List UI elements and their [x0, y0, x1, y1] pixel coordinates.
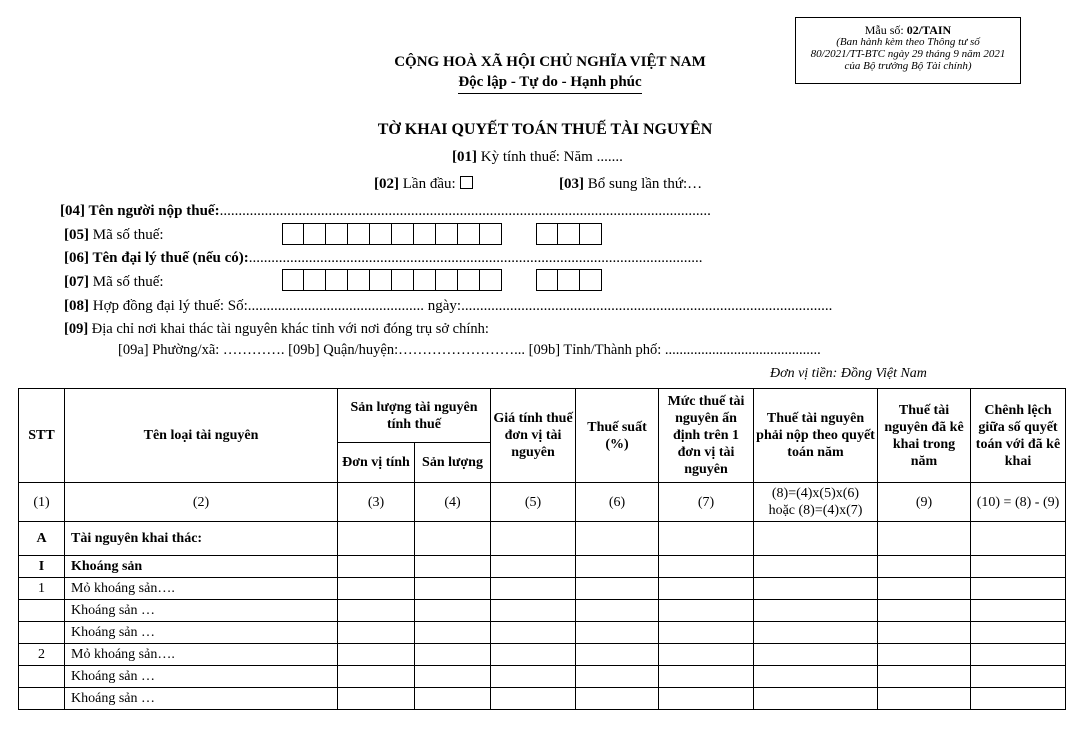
col-num-9: (9): [878, 483, 971, 522]
row-name: Khoáng sản …: [65, 622, 338, 644]
header-rate: Thuế suất (%): [576, 389, 659, 483]
field-05-code: [05]: [64, 227, 89, 243]
cell-input[interactable]: [878, 556, 971, 578]
form-code-value: 02/TAIN: [906, 23, 952, 37]
cell-input[interactable]: [754, 522, 878, 556]
cell-input[interactable]: [878, 522, 971, 556]
motto: Độc lập - Tự do - Hạnh phúc: [458, 72, 641, 94]
header-output: Sản lượng tài nguyên tính thuế: [338, 389, 491, 443]
field-06: [64, 250, 702, 267]
tax-code-branch-boxes[interactable]: [536, 223, 602, 245]
cell-input[interactable]: [971, 622, 1066, 644]
issued-note-2: 80/2021/TT-BTC ngày 29 tháng 9 năm 2021: [810, 48, 1006, 60]
cell-input[interactable]: [878, 666, 971, 688]
row-stt: [19, 666, 65, 688]
field-04: [60, 203, 711, 220]
cell-input[interactable]: [576, 644, 659, 666]
field-04-code: [04]: [60, 203, 85, 219]
field-07-text: Mã số thuế:: [89, 274, 164, 290]
cell-input[interactable]: [576, 578, 659, 600]
field-01-code: [01]: [452, 149, 477, 165]
cell-input[interactable]: [576, 556, 659, 578]
field-01: [452, 149, 623, 166]
agent-contract-input[interactable]: Hợp đồng đại lý thuế: Số:............................................... ngày:...................................................................................................: [89, 298, 833, 314]
row-stt: [19, 600, 65, 622]
header-quantity: Sản lượng: [415, 443, 491, 483]
cell-input[interactable]: [338, 622, 415, 644]
row-stt: [19, 688, 65, 710]
cell-input[interactable]: [491, 688, 576, 710]
table-row: [19, 688, 1066, 710]
cell-input[interactable]: [338, 666, 415, 688]
table-row: [19, 556, 1066, 578]
cell-input[interactable]: [338, 644, 415, 666]
header-tax-payable: Thuế tài nguyên phải nộp theo quyết toán năm: [754, 389, 878, 483]
agent-tax-code-branch-boxes[interactable]: [536, 269, 602, 291]
cell-input[interactable]: [415, 644, 491, 666]
row-stt: [19, 622, 65, 644]
form-code-box: [795, 17, 1021, 84]
header-tax-declared: Thuế tài nguyên đã kê khai trong năm: [878, 389, 971, 483]
table-row: [19, 622, 1066, 644]
col-num-7: (7): [659, 483, 754, 522]
field-03-code: [03]: [559, 176, 584, 192]
col-num-5: (5): [491, 483, 576, 522]
cell-input[interactable]: [415, 622, 491, 644]
cell-input[interactable]: [491, 600, 576, 622]
header-difference: Chênh lệch giữa số quyết toán với đã kê khai: [971, 389, 1066, 483]
resource-tax-table: [18, 388, 1066, 710]
field-02: [374, 176, 473, 193]
cell-input[interactable]: [415, 688, 491, 710]
first-time-checkbox[interactable]: [460, 176, 473, 189]
form-title: TỜ KHAI QUYẾT TOÁN THUẾ TÀI NGUYÊN: [377, 121, 713, 138]
cell-input[interactable]: [415, 556, 491, 578]
cell-input[interactable]: [576, 600, 659, 622]
cell-input[interactable]: [338, 688, 415, 710]
cell-input[interactable]: [971, 644, 1066, 666]
field-05: [64, 227, 164, 244]
cell-input[interactable]: [878, 578, 971, 600]
cell-input[interactable]: [754, 600, 878, 622]
col-num-8-formula-b: hoặc (8)=(4)x(7): [768, 503, 863, 518]
cell-input[interactable]: [659, 688, 754, 710]
table-row: [19, 522, 1066, 556]
column-number-row: [19, 483, 1066, 522]
col-num-1: (1): [19, 483, 65, 522]
cell-input[interactable]: [338, 600, 415, 622]
cell-input[interactable]: [491, 622, 576, 644]
field-02-code: [02]: [374, 176, 399, 192]
cell-input[interactable]: [659, 578, 754, 600]
col-num-8: [754, 483, 878, 522]
field-06-label: Tên đại lý thuế (nếu có):: [89, 250, 249, 266]
cell-input[interactable]: [878, 688, 971, 710]
issued-note-1: (Ban hành kèm theo Thông tư số: [836, 36, 980, 48]
field-09: [64, 321, 489, 338]
cell-input[interactable]: [971, 666, 1066, 688]
col-num-4: (4): [415, 483, 491, 522]
issued-note-3: của Bộ trưởng Bộ Tài chính): [844, 60, 972, 72]
cell-input[interactable]: [754, 644, 878, 666]
cell-input[interactable]: [659, 600, 754, 622]
cell-input[interactable]: [971, 600, 1066, 622]
row-name: Khoáng sản …: [65, 688, 338, 710]
field-07: [64, 274, 164, 291]
cell-input[interactable]: [754, 556, 878, 578]
cell-input[interactable]: [971, 522, 1066, 556]
cell-input[interactable]: [576, 622, 659, 644]
cell-input[interactable]: [415, 600, 491, 622]
cell-input[interactable]: [878, 644, 971, 666]
col-num-8-formula-a: (8)=(4)x(5)x(6): [771, 486, 860, 501]
row-name: Khoáng sản …: [65, 600, 338, 622]
row-name: Mỏ khoáng sản….: [65, 644, 338, 666]
table-row: [19, 644, 1066, 666]
cell-input[interactable]: [971, 688, 1066, 710]
cell-input[interactable]: [415, 578, 491, 600]
cell-input[interactable]: [576, 688, 659, 710]
cell-input[interactable]: [491, 522, 576, 556]
cell-input[interactable]: [491, 578, 576, 600]
cell-input[interactable]: [338, 522, 415, 556]
cell-input[interactable]: [576, 522, 659, 556]
table-row: [19, 600, 1066, 622]
col-num-6: (6): [576, 483, 659, 522]
nation-name: CỘNG HOÀ XÃ HỘI CHỦ NGHĨA VIỆT NAM: [394, 54, 706, 70]
header-stt: STT: [19, 389, 65, 483]
row-stt: A: [19, 522, 65, 556]
cell-input[interactable]: [491, 666, 576, 688]
field-09-code: [09]: [64, 321, 89, 337]
field-02-text: Lần đầu:: [399, 176, 456, 192]
cell-input[interactable]: [971, 578, 1066, 600]
cell-input[interactable]: [415, 666, 491, 688]
header-price: Giá tính thuế đơn vị tài nguyên: [491, 389, 576, 483]
cell-input[interactable]: [491, 644, 576, 666]
cell-input[interactable]: [754, 578, 878, 600]
row-stt: 1: [19, 578, 65, 600]
field-09-text: Địa chỉ nơi khai thác tài nguyên khác tỉnh với nơi đóng trụ sở chính:: [88, 321, 489, 337]
tax-code-boxes[interactable]: [282, 223, 502, 245]
col-num-2: (2): [65, 483, 338, 522]
header-unit: Đơn vị tính: [338, 443, 415, 483]
row-stt: 2: [19, 644, 65, 666]
row-name: Tài nguyên khai thác:: [65, 522, 338, 556]
cell-input[interactable]: [659, 556, 754, 578]
cell-input[interactable]: [576, 666, 659, 688]
header-fixed-tax: Mức thuế tài nguyên ấn định trên 1 đơn vị tài nguyên: [659, 389, 754, 483]
cell-input[interactable]: [491, 556, 576, 578]
row-name: Khoáng sản …: [65, 666, 338, 688]
form-code: [796, 24, 1020, 36]
row-name: Mỏ khoáng sản….: [65, 578, 338, 600]
cell-input[interactable]: [659, 666, 754, 688]
field-06-code: [06]: [64, 250, 89, 266]
field-03: [559, 176, 702, 193]
cell-input[interactable]: [338, 556, 415, 578]
currency-unit: Đơn vị tiền: Đồng Việt Nam: [770, 366, 927, 381]
form-code-label: Mẫu số:: [864, 23, 907, 37]
table-row: [19, 578, 1066, 600]
field-01-text: Kỳ tính thuế: Năm .......: [477, 149, 623, 165]
taxpayer-name-input[interactable]: ...................................................................................................................................: [219, 203, 711, 219]
row-stt: I: [19, 556, 65, 578]
cell-input[interactable]: [659, 644, 754, 666]
col-num-10: (10) = (8) - (9): [971, 483, 1066, 522]
cell-input[interactable]: [754, 622, 878, 644]
field-07-code: [07]: [64, 274, 89, 290]
cell-input[interactable]: [754, 688, 878, 710]
cell-input[interactable]: [754, 666, 878, 688]
col-num-3: (3): [338, 483, 415, 522]
header-resource-name: Tên loại tài nguyên: [65, 389, 338, 483]
agent-tax-code-boxes[interactable]: [282, 269, 502, 291]
cell-input[interactable]: [878, 622, 971, 644]
cell-input[interactable]: [338, 578, 415, 600]
agent-name-input[interactable]: .........................................................................................................................: [248, 250, 703, 266]
field-08-code: [08]: [64, 298, 89, 314]
table-row: [19, 666, 1066, 688]
row-name: Khoáng sản: [65, 556, 338, 578]
field-03-text: Bổ sung lần thứ:…: [584, 176, 703, 192]
field-05-text: Mã số thuế:: [89, 227, 164, 243]
field-04-label: Tên người nộp thuế:: [85, 203, 220, 219]
national-header: [300, 52, 800, 94]
cell-input[interactable]: [659, 522, 754, 556]
cell-input[interactable]: [415, 522, 491, 556]
cell-input[interactable]: [971, 556, 1066, 578]
address-subfields[interactable]: [09a] Phường/xã: …………. [09b] Quận/huyện:……………………... [09b] Tỉnh/Thành phố: ...........................................: [118, 342, 821, 358]
cell-input[interactable]: [659, 622, 754, 644]
field-08: [64, 298, 832, 315]
cell-input[interactable]: [878, 600, 971, 622]
